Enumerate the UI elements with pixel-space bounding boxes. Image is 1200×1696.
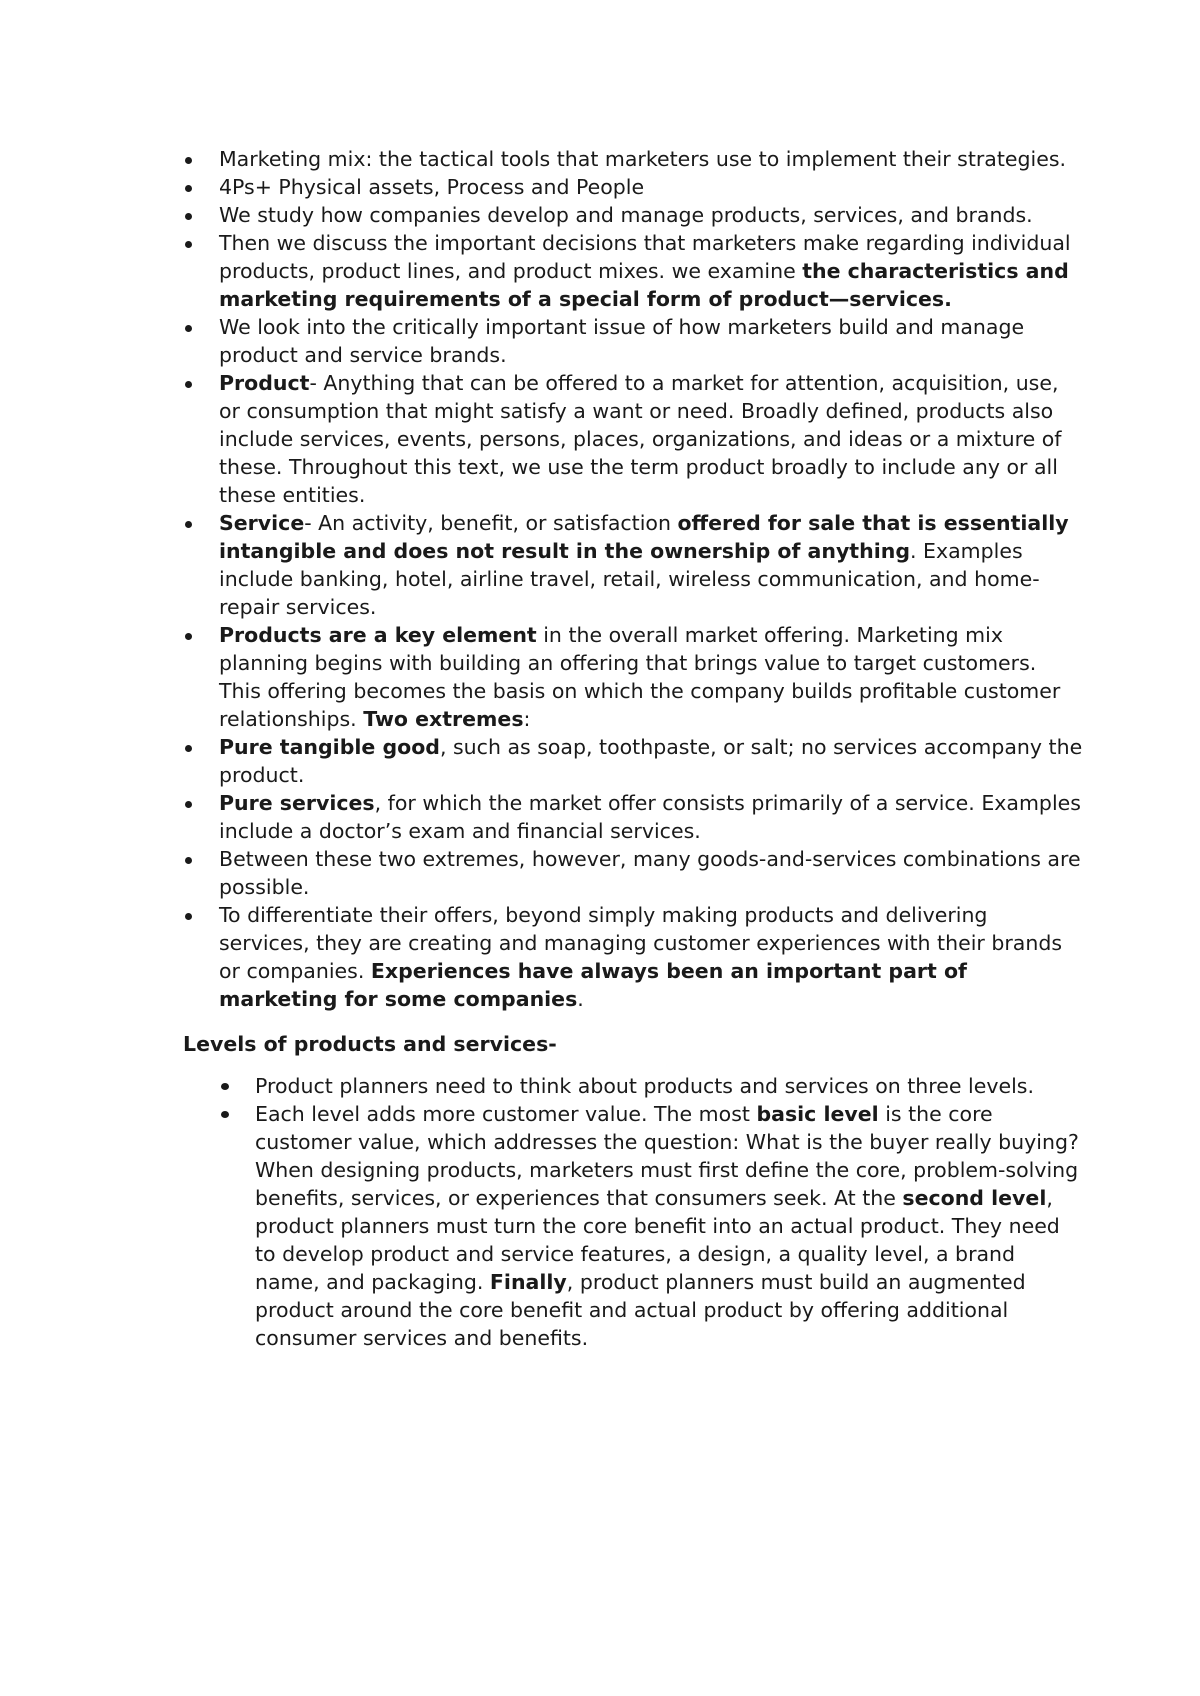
bold-text: Pure services [219,791,375,815]
list-item [183,509,1083,621]
text-segment: - An activity, benefit, or satisfaction [304,511,678,535]
text-segment: Between these two extremes, however, many goods-and-services combinations are possible. [219,847,1081,899]
list-item [183,621,1083,733]
list-item [183,845,1083,901]
bullet-icon [185,325,192,332]
text-segment: We look into the critically important issue of how marketers build and manage product and service brands. [219,315,1025,367]
bullet-icon [185,745,192,752]
sub-list-item [219,1100,1083,1352]
text-segment: , product planners must turn the core benefit into an actual product. They need to develop product and service features, a design, a quality level, a brand name, and packaging. [255,1186,1060,1294]
text-segment: 4Ps+ Physical assets, Process and People [219,175,645,199]
text-segment: . [577,987,584,1011]
list-item [183,229,1083,313]
text-segment: , such as soap, toothpaste, or salt; no services accompany the product. [219,735,1083,787]
bullet-icon [185,633,192,640]
text-segment: in the overall market offering. Marketing mix planning begins with building an offering that brings value to target customers. This offering becomes the basis on which the company builds profitable customer relationships. [219,623,1061,731]
bullet-icon [185,913,192,920]
list-item [183,901,1083,1013]
list-item [183,313,1083,369]
levels-bullet-list [183,1072,1083,1352]
list-item [183,201,1083,229]
bullet-icon [185,381,192,388]
text-segment: , for which the market offer consists primarily of a service. Examples include a doctor’s exam and financial services. [219,791,1081,843]
document-body [183,145,1083,1352]
bullet-icon [185,241,192,248]
bold-text: Products are a key element [219,623,537,647]
bold-text: Pure tangible good [219,735,440,759]
bullet-icon [185,185,192,192]
bullet-icon [185,213,192,220]
list-item [183,789,1083,845]
text-segment: . Examples include banking, hotel, airline travel, retail, wireless communication, and home-repair services. [219,539,1040,619]
bold-text: basic level [756,1102,879,1126]
list-item [183,369,1083,509]
text-segment: Product planners need to think about products and services on three levels. [255,1074,1034,1098]
main-bullet-list [183,145,1083,1013]
bullet-icon [185,521,192,528]
section-heading: Levels of products and services- [183,1032,557,1056]
list-item [183,733,1083,789]
text-segment: To differentiate their offers, beyond simply making products and delivering services, they are creating and managing customer experiences with their brands or companies. [219,903,1063,983]
text-segment: We study how companies develop and manage products, services, and brands. [219,203,1033,227]
list-item [183,145,1083,173]
text-segment: Each level adds more customer value. The most [255,1102,757,1126]
bullet-icon [185,801,192,808]
bold-text: Finally [489,1270,567,1294]
text-segment: - Anything that can be offered to a market for attention, acquisition, use, or consumption that might satisfy a want or need. Broadly defined, products also include services, events, persons, places, organizations, and ideas or a mixture of these. Throughout this text, we use the term product broadly to include any or all these entities. [219,371,1062,507]
list-item [183,173,1083,201]
text-segment: Then we discuss the important decisions that marketers make regarding individual products, product lines, and product mixes. we examine [219,231,1071,283]
text-segment: Marketing mix: the tactical tools that marketers use to implement their strategies. [219,147,1067,171]
text-segment: , product planners must build an augmented product around the core benefit and actual product by offering additional consumer services and benefits. [255,1270,1026,1350]
bold-text: the characteristics and marketing requirements of a special form of product—services. [219,259,1069,311]
bold-text: offered for sale that is essentially intangible and does not result in the ownership of anything [219,511,1069,563]
bullet-icon [221,1083,229,1090]
sub-list-item [219,1072,1083,1100]
bullet-icon [185,157,192,164]
bold-text: Two extremes [363,707,524,731]
bold-text: Product [219,371,310,395]
bullet-icon [185,857,192,864]
bold-text: Experiences have always been an important part of marketing for some companies [219,959,967,1011]
bold-text: second level [902,1186,1047,1210]
bullet-icon [221,1111,229,1118]
text-segment: is the core customer value, which addresses the question: What is the buyer really buying? When designing products, marketers must first define the core, problem-solving benefits, services, or experiences that consumers seek. At the [255,1102,1079,1210]
bold-text: Service [219,511,305,535]
text-segment: : [523,707,531,731]
